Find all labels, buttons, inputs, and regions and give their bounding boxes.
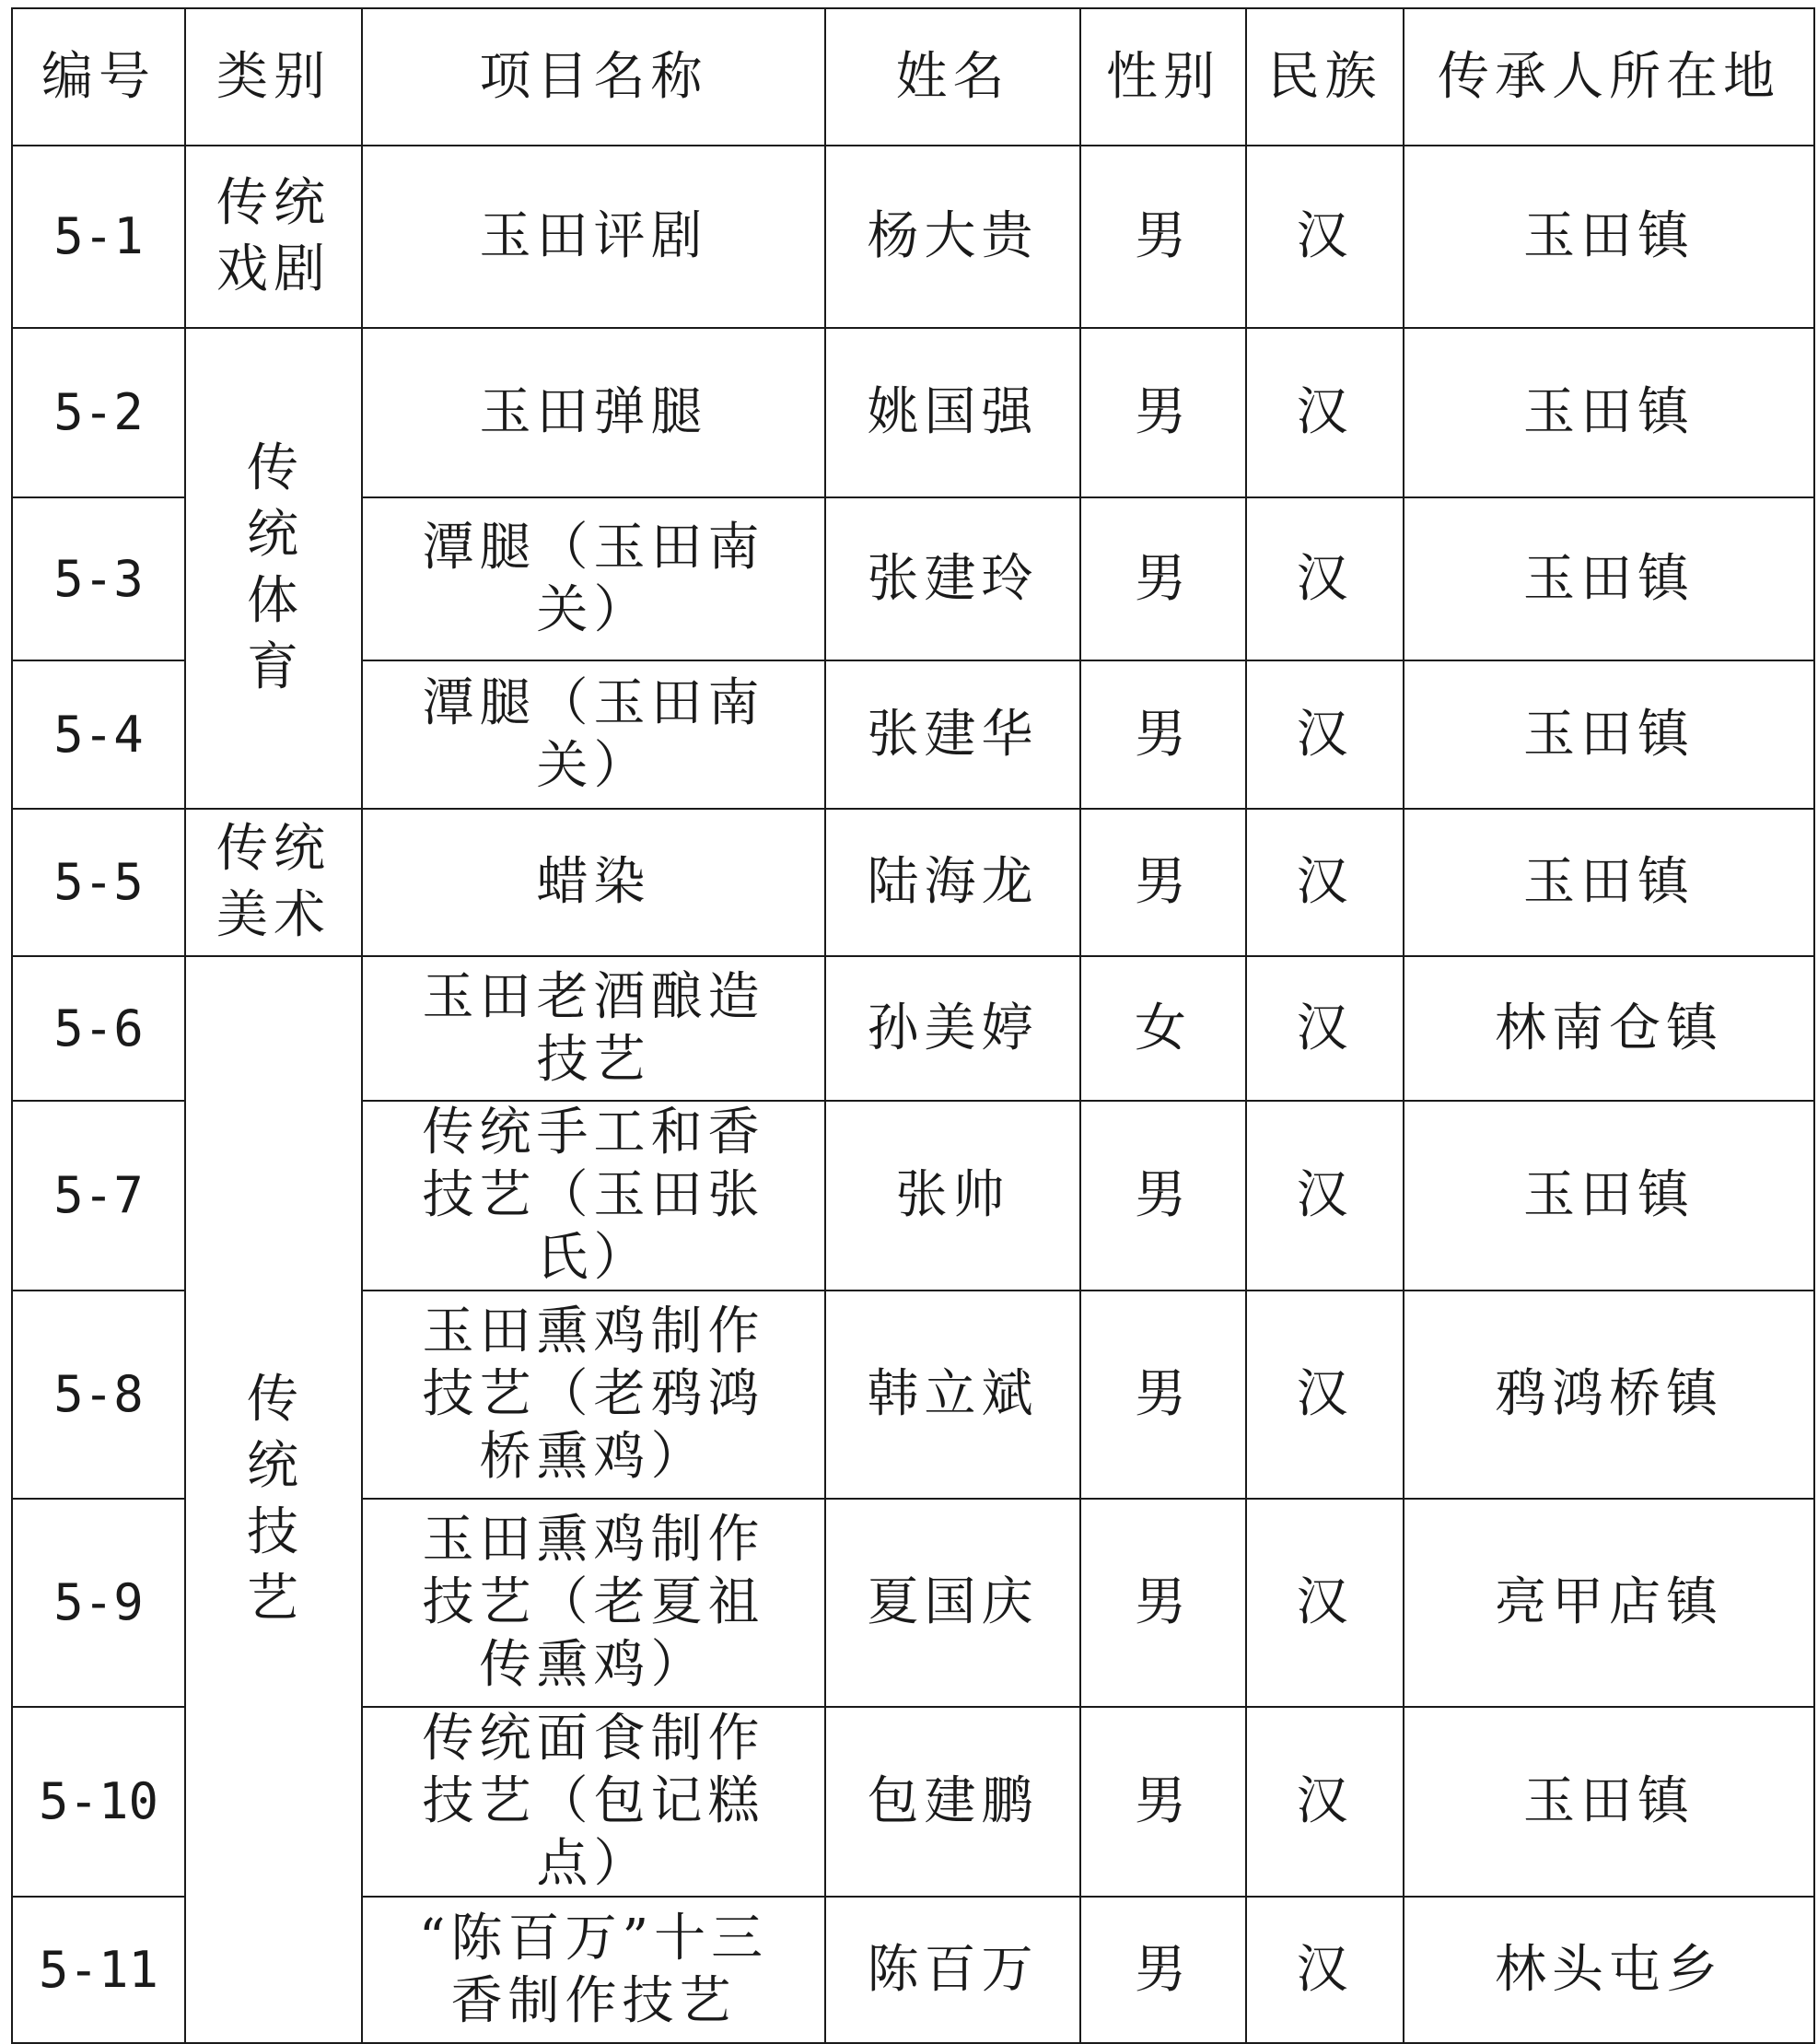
row-location: 玉田镇 [1404, 1101, 1814, 1291]
row-name: 张建玲 [825, 497, 1080, 660]
header-ethnicity: 民族 [1246, 8, 1404, 146]
row-project: 玉田弹腿 [362, 328, 825, 497]
row-project: 潭腿（玉田南关） [362, 497, 825, 660]
row-ethnicity: 汉 [1246, 1897, 1404, 2043]
row-location: 玉田镇 [1404, 497, 1814, 660]
category-cell: 传统技艺 [185, 956, 362, 2043]
row-name: 韩立斌 [825, 1291, 1080, 1499]
row-name: 张帅 [825, 1101, 1080, 1291]
row-gender: 男 [1080, 1707, 1246, 1897]
row-location: 亮甲店镇 [1404, 1499, 1814, 1707]
row-project: 玉田熏鸡制作技艺（老夏祖传熏鸡） [362, 1499, 825, 1707]
table-row [12, 956, 1814, 1101]
row-gender: 男 [1080, 1897, 1246, 2043]
row-ethnicity: 汉 [1246, 1101, 1404, 1291]
header-gender: 性别 [1080, 8, 1246, 146]
row-location: 玉田镇 [1404, 809, 1814, 956]
header-category: 类别 [185, 8, 362, 146]
row-name: 孙美婷 [825, 956, 1080, 1101]
row-gender: 男 [1080, 497, 1246, 660]
row-name: 杨大贵 [825, 146, 1080, 328]
table-row [12, 809, 1814, 956]
row-project: 蜡染 [362, 809, 825, 956]
header-row [12, 8, 1814, 146]
row-code: 5-7 [12, 1101, 185, 1291]
row-name: 姚国强 [825, 328, 1080, 497]
row-gender: 男 [1080, 1291, 1246, 1499]
table-row [12, 328, 1814, 497]
row-code: 5-10 [12, 1707, 185, 1897]
row-location: 玉田镇 [1404, 660, 1814, 809]
header-code: 编号 [12, 8, 185, 146]
row-gender: 男 [1080, 1499, 1246, 1707]
row-gender: 男 [1080, 1101, 1246, 1291]
category-cell: 传统体育 [185, 328, 362, 809]
row-location: 林头屯乡 [1404, 1897, 1814, 2043]
row-location: 林南仓镇 [1404, 956, 1814, 1101]
row-project: 玉田熏鸡制作技艺（老鸦鸿桥熏鸡） [362, 1291, 825, 1499]
row-code: 5-4 [12, 660, 185, 809]
header-location: 传承人所在地 [1404, 8, 1814, 146]
row-gender: 女 [1080, 956, 1246, 1101]
row-code: 5-1 [12, 146, 185, 328]
row-location: 鸦鸿桥镇 [1404, 1291, 1814, 1499]
row-ethnicity: 汉 [1246, 328, 1404, 497]
row-name: 包建鹏 [825, 1707, 1080, 1897]
row-ethnicity: 汉 [1246, 1707, 1404, 1897]
row-project: 玉田评剧 [362, 146, 825, 328]
row-project: 潭腿（玉田南关） [362, 660, 825, 809]
row-gender: 男 [1080, 809, 1246, 956]
row-ethnicity: 汉 [1246, 1499, 1404, 1707]
row-name: 陈百万 [825, 1897, 1080, 2043]
row-name: 夏国庆 [825, 1499, 1080, 1707]
row-project: 传统手工和香技艺（玉田张氏） [362, 1101, 825, 1291]
row-project: 传统面食制作技艺（包记糕点） [362, 1707, 825, 1897]
row-name: 张建华 [825, 660, 1080, 809]
heritage-inheritors-table [11, 7, 1815, 2044]
row-ethnicity: 汉 [1246, 956, 1404, 1101]
row-location: 玉田镇 [1404, 1707, 1814, 1897]
row-code: 5-9 [12, 1499, 185, 1707]
row-gender: 男 [1080, 146, 1246, 328]
row-name: 陆海龙 [825, 809, 1080, 956]
row-code: 5-5 [12, 809, 185, 956]
row-code: 5-2 [12, 328, 185, 497]
row-ethnicity: 汉 [1246, 660, 1404, 809]
row-project: “陈百万”十三香制作技艺 [362, 1897, 825, 2043]
row-code: 5-6 [12, 956, 185, 1101]
category-cell: 传统戏剧 [185, 146, 362, 328]
row-ethnicity: 汉 [1246, 146, 1404, 328]
table-row [12, 146, 1814, 328]
row-ethnicity: 汉 [1246, 809, 1404, 956]
category-cell: 传统美术 [185, 809, 362, 956]
row-location: 玉田镇 [1404, 328, 1814, 497]
row-code: 5-8 [12, 1291, 185, 1499]
header-name: 姓名 [825, 8, 1080, 146]
row-location: 玉田镇 [1404, 146, 1814, 328]
header-project: 项目名称 [362, 8, 825, 146]
row-gender: 男 [1080, 328, 1246, 497]
row-ethnicity: 汉 [1246, 1291, 1404, 1499]
row-project: 玉田老酒酿造技艺 [362, 956, 825, 1101]
row-code: 5-11 [12, 1897, 185, 2043]
row-ethnicity: 汉 [1246, 497, 1404, 660]
row-gender: 男 [1080, 660, 1246, 809]
row-code: 5-3 [12, 497, 185, 660]
